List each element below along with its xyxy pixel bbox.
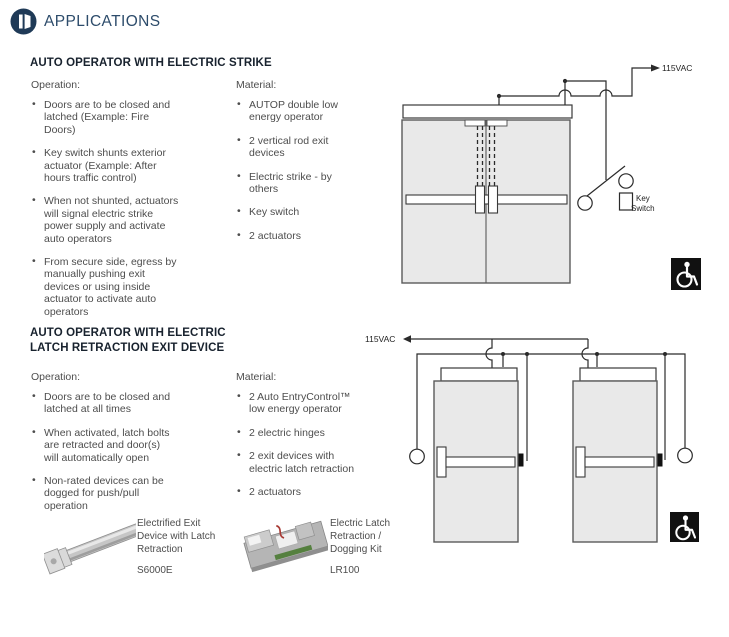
latch-retraction-kit-photo (242, 510, 328, 580)
double-door-assembly (402, 105, 572, 283)
actuator-right (678, 448, 693, 463)
door-right (573, 368, 663, 542)
bullet-item: • 2 vertical rod exit devices (236, 135, 356, 160)
bullet-item: • 2 Auto EntryControl™ low energy operator (236, 391, 362, 416)
door-brand-icon (10, 8, 37, 35)
section1-operation-list (31, 99, 181, 329)
bullet-item: • Electric strike - by others (236, 171, 356, 196)
product1-caption (137, 517, 229, 577)
device-body-left (476, 186, 485, 213)
wire-junction-dot (497, 94, 501, 98)
device-head (576, 447, 585, 477)
accessibility-icon (671, 258, 701, 290)
actuator-contact (578, 196, 592, 210)
bullet-item: • From secure side, egress by manually pushing exit devices or using inside actuator to activate auto operators (31, 256, 181, 318)
exit-device-bar (585, 457, 654, 467)
power-label: 115VAC (365, 334, 396, 344)
exit-device-product-photo (44, 512, 136, 582)
bullet-item: • 2 actuators (236, 230, 356, 242)
device-head (437, 447, 446, 477)
accessibility-icon (670, 512, 699, 542)
product2-model: LR100 (330, 565, 360, 576)
product1-name: Electrified Exit Device with Latch Retraction (137, 518, 216, 555)
wire-junction-dot (563, 79, 567, 83)
key-switch-label-line1: Key (636, 194, 650, 203)
bullet-item: • Key switch shunts exterior actuator (Example: After hours traffic control) (31, 147, 181, 184)
product2-name: Electric Latch Retraction / Dogging Kit (330, 518, 391, 555)
device-body-right (489, 186, 498, 213)
bullet-item: • When activated, latch bolts are retracted and door(s) will automatically open (31, 427, 173, 464)
electric-strike-diagram (390, 55, 729, 315)
product1-model: S6000E (137, 565, 173, 576)
section1-operation-label: Operation: (31, 79, 81, 91)
bullet-item: • 2 exit devices with electric latch retraction (236, 450, 362, 475)
top-strike-right (487, 120, 507, 126)
bullet-item: • Doors are to be closed and latched (Example: Fire Doors) (31, 99, 181, 136)
bullet-item: • When not shunted, actuators will signal electric strike power supply and activate auto operators (31, 195, 181, 245)
section1-heading: AUTO OPERATOR WITH ELECTRIC STRIKE (30, 57, 272, 69)
page-title: APPLICATIONS (44, 13, 161, 30)
product2-caption (330, 517, 400, 577)
auto-operator-header (403, 105, 572, 118)
bullet-item: • 2 actuators (236, 486, 362, 498)
key-switch-label-line2: Switch (631, 204, 655, 213)
bullet-item: • Non-rated devices can be dogged for push/pull operation (31, 475, 173, 512)
auto-operator-header (580, 368, 656, 381)
section2-material-list (236, 391, 362, 509)
latch-nub (519, 454, 524, 467)
bullet-item: • Key switch (236, 206, 356, 218)
latch-nub (658, 454, 663, 467)
latch-retraction-diagram (355, 325, 729, 550)
power-label: 115VAC (662, 63, 693, 73)
bullet-item: • 2 electric hinges (236, 427, 362, 439)
exit-device-bar (446, 457, 515, 467)
bullet-item: • Doors are to be closed and latched at all times (31, 391, 173, 416)
section2-operation-label: Operation: (31, 371, 81, 383)
door-left (434, 368, 524, 542)
exit-device-bar (406, 195, 567, 204)
actuator-left (410, 449, 425, 464)
section1-material-list (236, 99, 356, 253)
section2-heading: AUTO OPERATOR WITH ELECTRIC LATCH RETRACTION EXIT DEVICE (30, 327, 226, 354)
power-arrow (403, 335, 411, 343)
key-switch-contact (619, 174, 633, 188)
key-switch-symbol (578, 166, 655, 213)
auto-operator-header (441, 368, 517, 381)
section2-material-label: Material: (236, 371, 277, 383)
bullet-item: • AUTOP double low energy operator (236, 99, 356, 124)
section1-material-label: Material: (236, 79, 277, 91)
top-strike-left (465, 120, 485, 126)
section2-operation-list (31, 391, 173, 523)
power-arrow (651, 65, 660, 72)
